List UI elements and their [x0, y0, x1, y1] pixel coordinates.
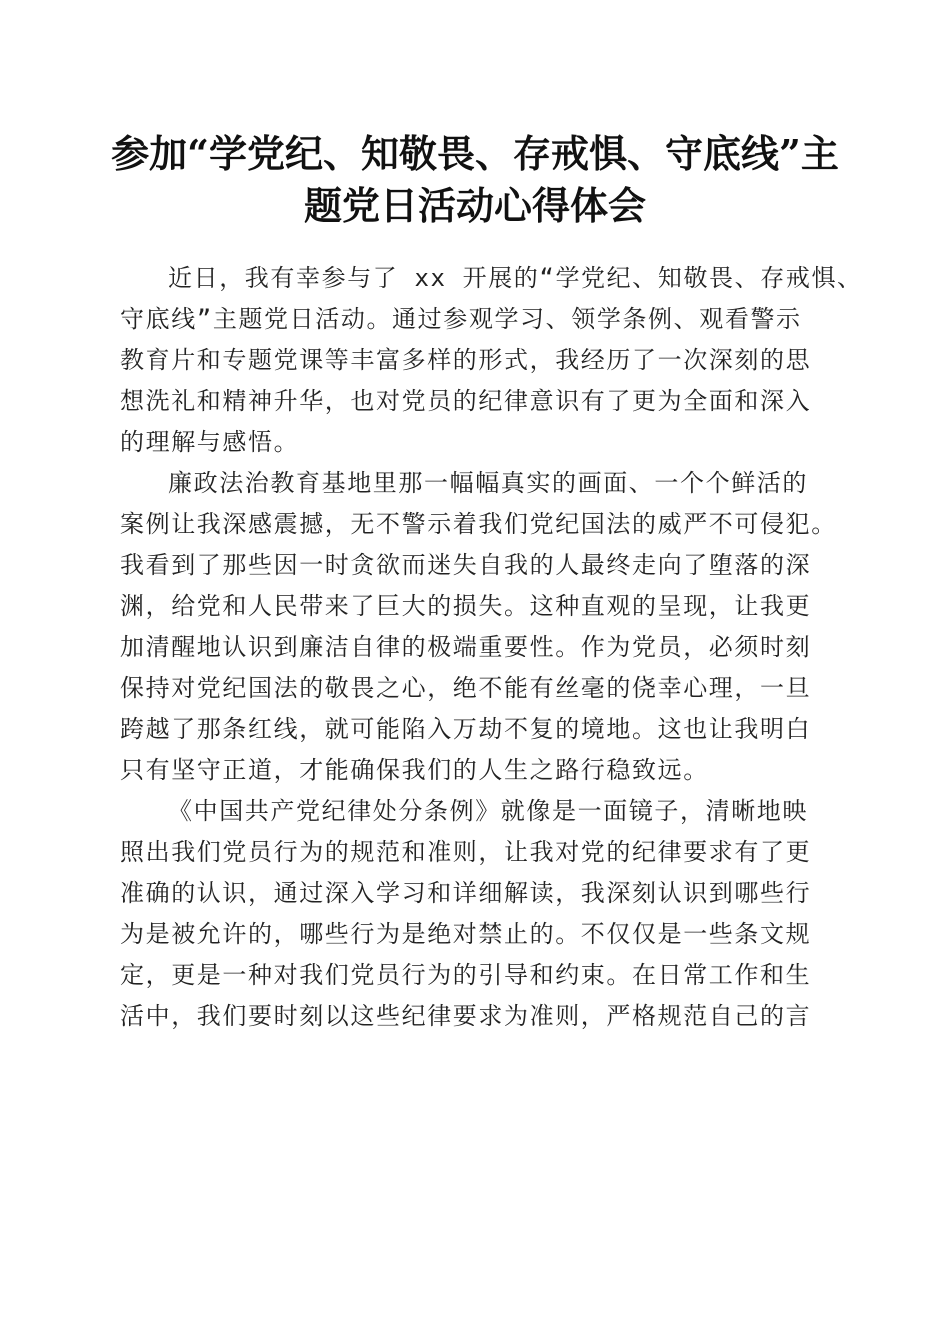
paragraph-line: 廉政法治教育基地里那一幅幅真实的画面、一个个鲜活的: [168, 469, 808, 497]
paragraph-line: 的理解与感悟。: [120, 428, 300, 456]
paragraph-line: 定，更是一种对我们党员行为的引导和约束。在日常工作和生: [120, 961, 812, 989]
paragraph-line: 案例让我深感震撼，无不警示着我们党纪国法的威严不可侵犯。: [120, 510, 837, 538]
title-line-1: 参加“学党纪、知敬畏、存戒惧、守底线”主: [111, 131, 839, 176]
document-title: [110, 128, 840, 232]
paragraph-2: [120, 463, 840, 791]
paragraph-line: 近日，我有幸参与了 xx 开展的“学党纪、知敬畏、存戒惧、: [168, 264, 863, 292]
document-body: [120, 258, 863, 1037]
paragraph-line: 保持对党纪国法的敬畏之心，绝不能有丝毫的侥幸心理，一旦: [120, 674, 812, 702]
paragraph-line: 只有坚守正道，才能确保我们的人生之路行稳致远。: [120, 756, 709, 784]
paragraph-line: 《中国共产党纪律处分条例》就像是一面镜子，清晰地映: [168, 797, 808, 825]
paragraph-line: 活中，我们要时刻以这些纪律要求为准则，严格规范自己的言: [120, 1002, 812, 1030]
paragraph-3: [120, 791, 840, 1037]
paragraph-line: 我看到了那些因一时贪欲而迷失自我的人最终走向了堕落的深: [120, 551, 812, 579]
paragraph-line: 跨越了那条红线，就可能陷入万劫不复的境地。这也让我明白: [120, 715, 812, 743]
paragraph-line: 守底线”主题党日活动。通过参观学习、领学条例、观看警示: [120, 305, 802, 333]
paragraph-line: 照出我们党员行为的规范和准则，让我对党的纪律要求有了更: [120, 838, 812, 866]
title-line-2: 题党日活动心得体会: [303, 183, 646, 228]
paragraph-line: 渊，给党和人民带来了巨大的损失。这种直观的呈现，让我更: [120, 592, 812, 620]
paragraph-line: 为是被允许的，哪些行为是绝对禁止的。不仅仅是一些条文规: [120, 920, 812, 948]
paragraph-line: 准确的认识，通过深入学习和详细解读，我深刻认识到哪些行: [120, 879, 812, 907]
paragraph-line: 教育片和专题党课等丰富多样的形式，我经历了一次深刻的思: [120, 346, 812, 374]
paragraph-line: 想洗礼和精神升华，也对党员的纪律意识有了更为全面和深入: [120, 387, 812, 415]
paragraph-1: [120, 258, 863, 463]
paragraph-line: 加清醒地认识到廉洁自律的极端重要性。作为党员，必须时刻: [120, 633, 812, 661]
